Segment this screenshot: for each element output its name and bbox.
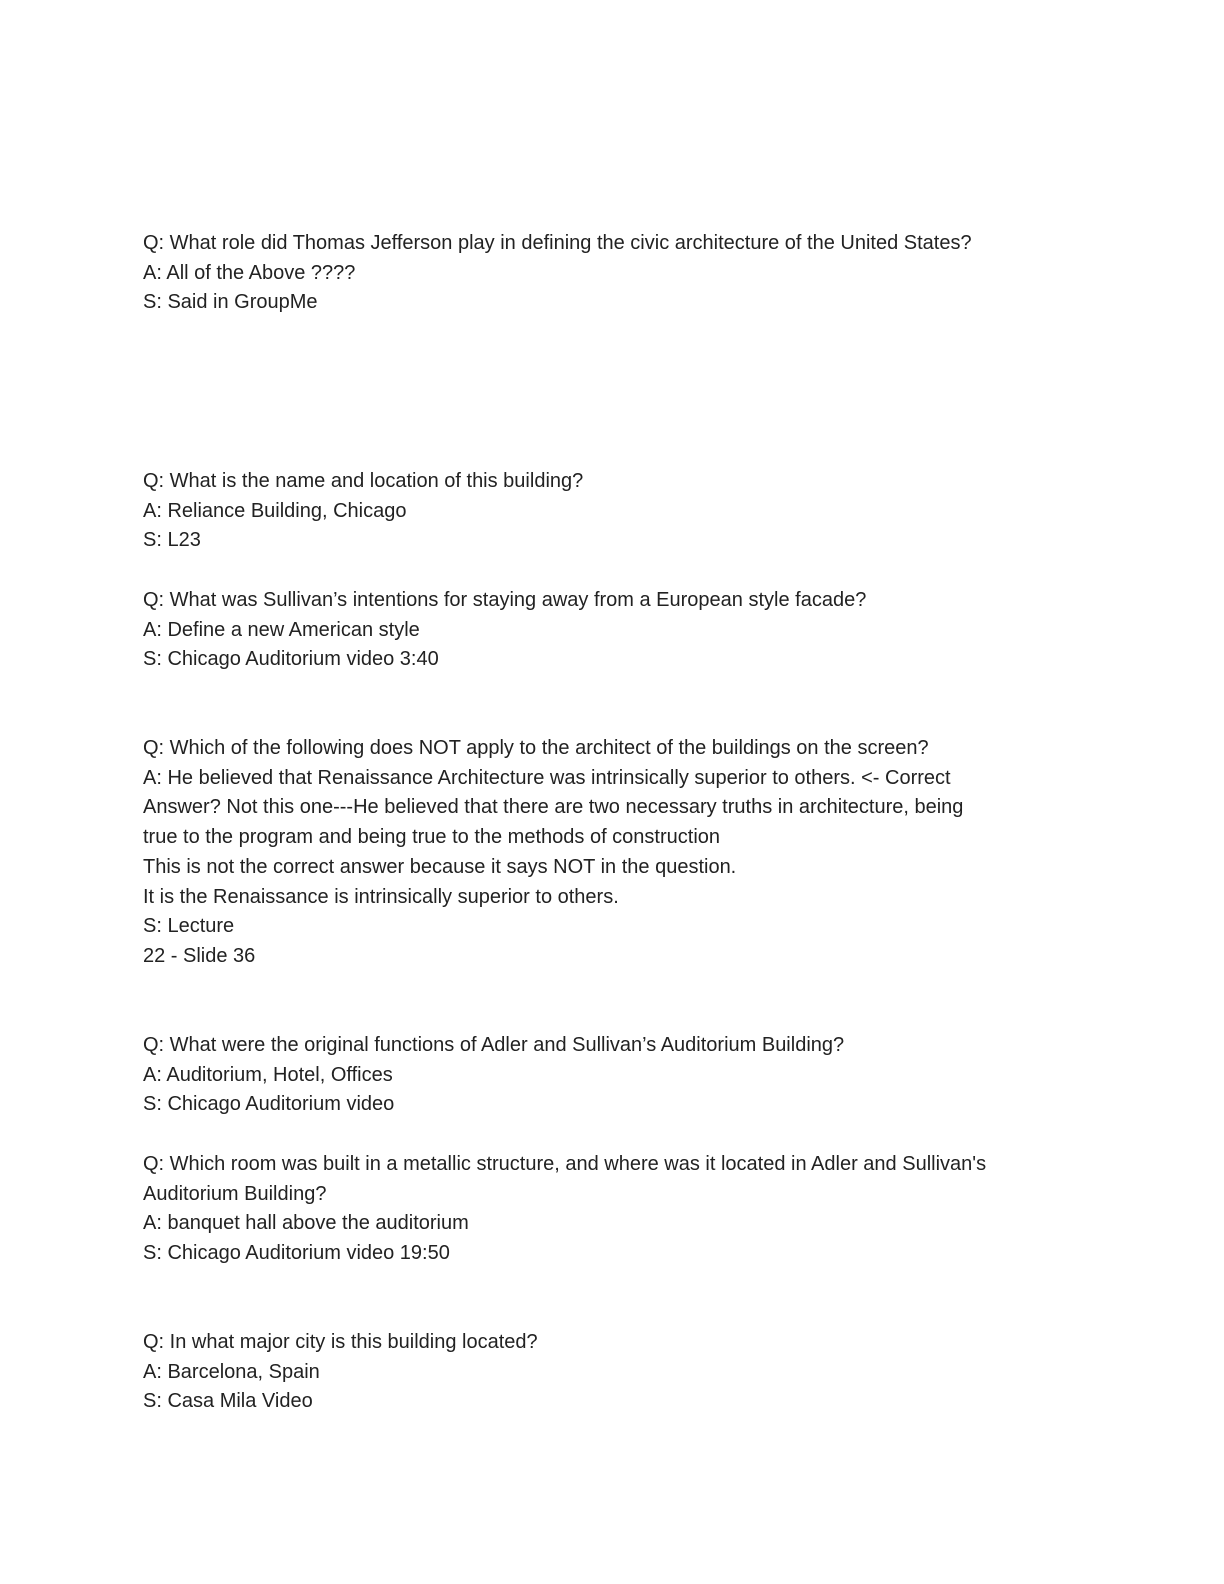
question-text: Q: In what major city is this building located? [143,1331,538,1353]
qa-block-casa-mila [143,1328,1083,1417]
question-text: Q: What were the original functions of Adler and Sullivan’s Auditorium Building? [143,1034,845,1056]
question-text-continued: Auditorium Building? [143,1182,327,1205]
qa-block-reliance [143,467,1083,556]
source-text: S: Said in GroupMe [143,291,318,314]
source-text: S: Chicago Auditorium video 19:50 [143,1242,450,1265]
question-text: Q: What role did Thomas Jefferson play in defining the civic architecture of the United States? [143,232,972,254]
source-text: S: Chicago Auditorium video 3:40 [143,648,439,671]
note-text: This is not the correct answer because it says NOT in the question. [143,855,737,878]
answer-text: A: Define a new American style [143,618,420,641]
qa-block-metallic-room [143,1150,1083,1269]
answer-text: A: Barcelona, Spain [143,1360,320,1383]
qa-block-jefferson [143,229,1083,318]
question-text: Q: Which of the following does NOT apply to the architect of the buildings on the screen? [143,737,929,759]
answer-text: A: He believed that Renaissance Architecture was intrinsically superior to others. <- Correct [143,766,951,789]
answer-text: A: All of the Above ???? [143,261,356,284]
answer-text: A: Reliance Building, Chicago [143,499,407,522]
qa-block-auditorium-functions [143,1031,1083,1120]
question-text: Q: What was Sullivan’s intentions for staying away from a European style facade? [143,589,867,611]
source-text-continued: 22 - Slide 36 [143,944,256,967]
source-text: S: Casa Mila Video [143,1390,313,1413]
source-text: S: Lecture [143,915,235,938]
answer-text-continued: true to the program and being true to the methods of construction [143,826,721,849]
source-text: S: Chicago Auditorium video [143,1093,395,1116]
answer-text: A: banquet hall above the auditorium [143,1212,469,1235]
answer-text: A: Auditorium, Hotel, Offices [143,1063,393,1086]
note-text: It is the Renaissance is intrinsically superior to others. [143,885,619,908]
question-text: Q: What is the name and location of this building? [143,470,584,492]
question-text: Q: Which room was built in a metallic structure, and where was it located in Adler and Sullivan's [143,1153,987,1175]
answer-text-continued: Answer? Not this one---He believed that there are two necessary truths in architecture, being [143,796,964,819]
source-text: S: L23 [143,529,201,552]
qa-block-sullivan-facade [143,586,1083,675]
qa-block-architect-not [143,734,1083,972]
